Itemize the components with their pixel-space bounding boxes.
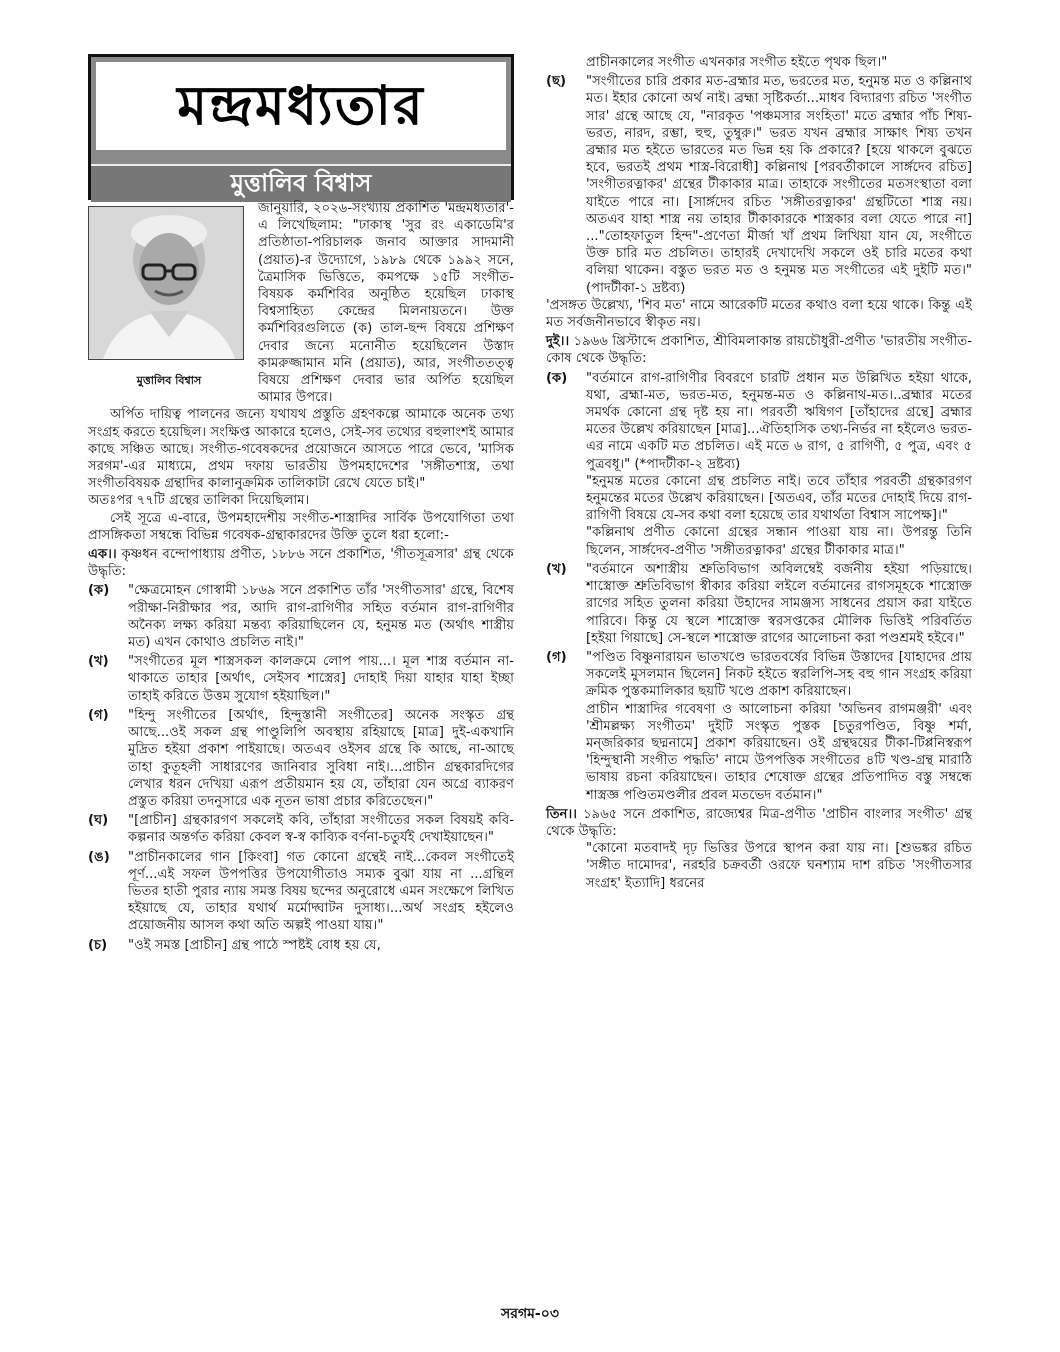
paragraph: 'প্রসঙ্গত উল্লেখ্য, 'শিব মত' নামে আরেকটি মতের কথাও বলা হয়ে থাকে। কিন্তু এই মত সর্বজনীনভাবে স্বীকৃত নয়। [546, 297, 972, 331]
section-one-heading [88, 546, 514, 580]
item-marker: (ঙ) [88, 849, 110, 865]
item-text: "ক্ষেত্রমোহন গোস্বামী ১৮৬৯ সনে প্রকাশিত তাঁর 'সংগীতসার' গ্রন্থে, বিশেষ পরীক্ষা-নিরীক্ষার পর, আদি রাগ-রাগিণীর সহিত বর্তমান রাগ-রাগিণীর অনৈক্য লক্ষ্য করিয়া মন্তব্য করিয়াছিলেন যে, হনুমন্ত মত (অর্থাৎ শাস্ত্রীয় মত) এখন কোথাও প্রচলিত নাই।" [128, 583, 514, 651]
author-photo-block [88, 206, 250, 389]
author-byline: মুত্তালিব বিশ্বাস [91, 164, 511, 202]
list-item [88, 707, 514, 810]
item-text: "ওই সমস্ত [প্রাচীন] গ্রন্থ পাঠে স্পষ্টই বোধ হয় যে, [128, 937, 381, 953]
list-item [546, 73, 972, 297]
masthead [88, 54, 514, 200]
item-marker: (খ) [88, 654, 109, 670]
item-text: "বর্তমানে অশাস্ত্রীয় শ্রুতিবিভাগ অবিলম্বেই বর্জনীয় হইয়া পড়িয়াছে। শাস্ত্রোক্ত শ্রুতিবিভাগ স্বীকার করিয়া লইলে বর্তমানের রাগসমূহকে শাস্ত্রোক্ত রাগের সহিত তুলনা করিয়া উহাদের সামঞ্জস্য সাধনের প্রয়াস করা যাইতে পারিবে। কিন্তু যে স্থলে শাস্ত্রোক্ত স্বরসপ্তকের মৌলিক ভিত্তিই পরিবর্তিত [হইয়া গিয়াছে] সে-স্থলে শাস্ত্রোক্ত রাগের আলোচনা করা পণ্ডশ্রমই হইবে।" [586, 561, 972, 646]
paragraph: "কোনো মতবাদই দৃঢ় ভিত্তির উপরে স্থাপন করা যায় না। [শুভঙ্কর রচিত 'সঙ্গীত দামোদর', নরহরি চক্রবর্তী ওরফে ঘনশ্যাম দাশ রচিত 'সংগীতসার সংগ্রহ' ইত্যাদি] ধরনের [586, 841, 972, 891]
section-source: ১৯৬৬ খ্রিস্টাব্দে প্রকাশিত, শ্রীবিমলাকান্ত রায়চৌধুরী-প্রণীত 'ভারতীয় সংগীত-কোষ থেকে উদ্ধৃতি: [546, 334, 972, 367]
photo-caption: মুত্তালিব বিশ্বাস [136, 374, 202, 387]
item-marker: (গ) [88, 707, 109, 723]
section-three-heading [546, 806, 972, 840]
right-column [546, 54, 972, 892]
left-column [88, 54, 514, 954]
list-item [88, 937, 514, 954]
section-source: কৃষ্ণধন বন্দোপাধ্যায় প্রণীত, ১৮৮৬ সনে প্রকাশিত, 'গীতসূত্রসার' গ্রন্থ থেকে উদ্ধৃতি: [88, 547, 514, 580]
section-two-heading [546, 333, 972, 367]
list-item [546, 370, 972, 559]
section-label: তিন।। [546, 806, 577, 822]
paragraph: সেই সূত্রে এ-বারে, উপমহাদেশীয় সংগীত-শাস্ত্রাদির সার্বিক উপযোগিতা তথা প্রাসঙ্গিকতা সম্বন্ধে বিভিন্ন গবেষক-গ্রন্থাকারদের উক্তি তুলে ধরা হলো:- [88, 510, 514, 543]
intro-paragraph: জানুয়ারি, ২০২৬-সংখ্যায় প্রকাশিত 'মন্দ্রমধ্যতার'-এ লিখেছিলাম: "ঢাকাস্থ 'সুর রং একাডেমি'র প্রতিষ্ঠাতা-পরিচালক জনাব আক্তার সাদমানী (প্রয়াত)-র উদ্যোগে, ১৯৮৯ থেকে ১৯৯২ সনে, ত্রৈমাসিক ভিত্তিতে, কমপক্ষে ১৫টি সংগীত-বিষয়ক কর্মশিবির অনুষ্ঠিত হয়েছিল ঢাকাস্থ বিশ্বসাহিত্য কেন্দ্রের মিলনায়তনে। উক্ত কর্মশিবিরগুলিতে (ক) তাল-ছন্দ বিষয়ে প্রশিক্ষণ দেবার জন্যে মনোনীত হয়েছিলেন উস্তাদ কামরুজ্জামান মনি (প্রয়াত), আর, সংগীততত্ত্ব বিষয়ে প্রশিক্ষণ দেবার ভার অর্পিত হয়েছিল আমার উপরে। [258, 201, 514, 406]
list-item [546, 649, 972, 804]
item-marker: (ক) [546, 370, 568, 386]
item-text: "সংগীতের চারি প্রকার মত-ব্রহ্মার মত, ভরতের মত, হনুমন্ত মত ও কল্লিনাথ মত। ইহার কোনো অর্থ নাই। ব্রহ্মা সৃষ্টিকর্তা...মাধব বিদ্যারণ্য রচিত 'সংগীত সার' গ্রন্থে আছে যে, "নারকৃত 'পঞ্চমসার সংহিতা' মতে ব্রহ্মার পাঁচ শিষ্য-ভরত, নারদ, রম্ভা, হুহু, তুম্বুরু।" ভরত যখন ব্রহ্মার সাক্ষাৎ শিষ্য তখন ব্রহ্মার মত হইতে ভারতের মত ভিন্ন হয় কি প্রকারে? [হয়ে থাকলে বুঝতে হবে, ভরতই প্রথম শাস্ত্র-বিরোধী] কল্লিনাথ [পরবর্তীকালে সার্ঙ্গদেব রচিত] 'সংগীতরত্নাকর' গ্রন্থের টীকাকার মাত্র। তাহাকে সংগীতের মতসংস্থাতা বলা যাইতে পারে না। [সার্ঙ্গদেব রচিত 'সঙ্গীতরত্নাকর' গ্রন্থটিতো শাস্ত্র নয়। অতএব যাহা শাস্ত্র নয় তাহার টীকাকারকে শাস্ত্রকার বলা যেতে পারে না] ..."তোহফাতুল হিন্দ"-প্রণেতা মীর্জা খাঁ প্রথম লিখিয়া যান যে, সংগীতে উক্ত চারি মত প্রচলিত। তাহারই দেখাদেখি সকলে ওই চারি মতের কথা বলিয়া থাকেন। বস্তুত ভরত মত ও হনুমন্ত মত সংগীতের এই দুইটি মত।" (পাদটীকা-১ দ্রষ্টব্য) [586, 74, 972, 296]
article-title: মন্দ্রমধ্যতার [96, 62, 506, 150]
item-paragraph: "কল্লিনাথ প্রণীত কোনো গ্রন্থের সন্ধান পাওয়া যায় না। উপরন্তু তিনি ছিলেন, সার্ঙ্গদেব-প্রণীত 'সঙ্গীতরত্নাকর' গ্রন্থের টীকাকার মাত্র।" [586, 525, 972, 558]
item-text: "[প্রাচীন] গ্রন্থকারগণ সকলেই কবি, তাঁহারা সংগীতের সকল বিষয়ই কবি-কল্পনার অন্তর্গত করিয়া কেবল স্ব-স্ব কাব্যিক বর্ণনা-চতুর্যই দেখাইয়াছেন।" [128, 813, 514, 846]
item-text [586, 370, 972, 559]
list-item [88, 653, 514, 705]
item-text: "সংগীতের মূল শাস্ত্রসকল কালক্রমে লোপ পায়...। মূল শাস্ত্র বর্তমান না-থাকাতে তাহার [অর্থাৎ, সেইসব শাস্ত্রের] দোহাই দিয়া যাহার যাহা ইচ্ছা তাহাই করিতে উত্তম সুযোগ হইয়াছিল।" [128, 654, 514, 704]
item-text [586, 649, 972, 804]
continued-text: প্রাচীনকালের সংগীত এখনকার সংগীত হইতে পৃথক ছিল।" [586, 55, 888, 70]
item-marker: (ঘ) [88, 813, 109, 829]
item-paragraph: প্রাচীন শাস্ত্রাদির গবেষণা ও আলোচনা করিয়া 'অভিনব রাগমঞ্জরী' এবং 'শ্রীমল্লক্ষ্য সংগীতম' দুইটি সংস্কৃত পুস্তক [চতুরপণ্ডিত, বিষ্ণু শর্মা, মন্জরিকার ছদ্মনামে] প্রকাশ করিয়াছেন। ওই গ্রন্থদ্বয়ের টীকা-টিপ্পনিস্বরূপ 'হিন্দুস্থানী সংগীত পদ্ধতি' নামে উপপত্তিক সংগীতের ৪টি খণ্ড-গ্রন্থ মারাঠি ভাষায় রচনা করিয়াছেন। তাহার শেষোক্ত গ্রন্থের প্রতিপাদিত বস্তু সম্বন্ধে শাস্ত্রজ্ঞ পণ্ডিতমণ্ডলীর প্রবল মতভেদ বর্তমান।" [586, 701, 972, 803]
item-paragraph: "বর্তমানে রাগ-রাগিণীর বিবরণে চারটি প্রধান মত উল্লিখিত হইয়া থাকে, যথা, ব্রহ্মা-মত, ভরত-মত, হনুমন্ত-মত ও কল্লিনাথ-মত।..ব্রহ্মার মতের সমর্থক কোনো গ্রন্থ দৃষ্ট হয় না। পরবর্তী ঋষিগণ [তাঁহাদের গ্রন্থে] ব্রহ্মার মতের উল্লেখ করিয়াছেন [মাত্র]...ঐতিহাসিক তথ্য-নির্ভর না হইলেও ভরত-এর নামে একটি মত প্রচলিত। এই মতে ৬ রাগ, ৫ রাগিণী, ৫ পুত্র, এবং ৫ পুত্রবধূ।" (*পাদটীকা-২ দ্রষ্টব্য) [586, 370, 972, 472]
item-marker: (ছ) [546, 74, 567, 90]
item-marker: (ক) [88, 583, 110, 599]
section-label: এক।। [88, 547, 117, 563]
author-photo [88, 206, 244, 360]
item-marker: (খ) [546, 561, 567, 577]
list-item [88, 812, 514, 846]
item-marker: (গ) [546, 649, 567, 665]
item-text: "হিন্দু সংগীতের [অর্থাৎ, হিন্দুস্তানী সংগীতের] অনেক সংস্কৃত গ্রন্থ আছে...ওই সকল গ্রন্থ পাণ্ডুলিপি অবস্থায় রহিয়াছে [মাত্র] দুই-একখানি মুদ্রিত হইয়া প্রকাশ পাইয়াছে। অতএব ওইসব গ্রন্থে কি আছে, না-আছে তাহা কুতূহলী সাধারণের জানিবার সুবিধা নাই।...প্রাচীন গ্রন্থকারদিগের লেখার ধরন দেখিয়া এরূপ প্রতীয়মান হয় যে, তাঁহারা যেন অগ্রে ব্যাকরণ প্রস্তুত করিয়া তদনুসারে এক নূতন ভাষা প্রচার করিতেছেন।" [128, 707, 514, 809]
list-item [546, 561, 972, 647]
page-number: সরগম-০৩ [501, 1306, 559, 1322]
item-marker: (চ) [88, 937, 108, 953]
list-item [88, 849, 514, 935]
paragraph: অতঃপর ৭৭টি গ্রন্থের তালিকা দিয়েছিলাম। [88, 493, 310, 509]
item-text: "প্রাচীনকালের গান [কিংবা] গত কোনো গ্রন্থেই নাই...কেবল সংগীতেই পূর্ণ...এই সফল উপপত্তির উপযোগীতাও সম্যক বুঝা যায় না ...গ্রন্থিল ভিতর হাতী পুরার ন্যায় সমস্ত বিষয় ছন্দের অনুরোধে এমন সংক্ষেপে লিখিত হইয়াছে যে, তাহার যথার্থ মর্মোদ্ঘাটন দুসাধ্য।...অর্থ সংগ্রহ হইলেও প্রয়োজনীয় আসল কথা অতি অল্পই পাওয়া যায়।" [128, 849, 514, 934]
section-label: দুই।। [546, 334, 570, 350]
item-paragraph: "পণ্ডিত বিষ্ণুনারায়ন ভাতখণ্ডে ভারতবর্ষের বিভিন্ন উস্তাদের [যাহাদের প্রায় সকলেই মুসলমান ছিলেন] নিকট হইতে স্বরলিপি-সহ বহু গান সংগ্রহ করিয়া ক্রমিক পুস্তকমালিকার ছয়টি খণ্ডে প্রকাশ করিয়াছেন। [586, 649, 972, 700]
item-paragraph: "হনুমন্ত মতের কোনো গ্রন্থ প্রচলিত নাই। তবে তাঁহার পরবর্তী গ্রন্থকারগণ হনুমন্তের মতের উল্লেখ করিয়াছেন। [অতএব, তাঁর মতের দোহাই দিয়ে রাগ-রাগিণী বিষয়ে যে-সব কথা বলা হয়েছে তার যথার্থতা বিশ্বাস সাপেক্ষ]।" [586, 473, 972, 524]
list-item [88, 582, 514, 651]
section-source: ১৯৬৫ সনে প্রকাশিত, রাজ্যেশ্বর মিত্র-প্রণীত 'প্রাচীন বাংলার সংগীত' গ্রন্থ থেকে উদ্ধৃতি: [546, 806, 972, 839]
paragraph: অর্পিত দায়িত্ব পালনের জন্যে যথাযথ প্রস্তুতি গ্রহণকল্পে আমাকে অনেক তথ্য সংগ্রহ করতে হয়েছিল। সংক্ষিপ্ত আকারে হলেও, সেই-সব তথ্যের বহুলাংশই আমার কাছে সঞ্চিত আছে। সংগীত-গবেষকদের প্রয়োজনে আসতে পারে ভেবে, 'মাসিক সরগম'-এর মাধ্যমে, প্রথম দফায় ভারতীয় উপমহাদেশের 'সঙ্গীতশাস্ত্র, তথা সংগীতবিষয়ক গ্রন্থাদির কালানুক্রমিক তালিকাটা রেখে যেতে চাই।" [88, 407, 514, 492]
